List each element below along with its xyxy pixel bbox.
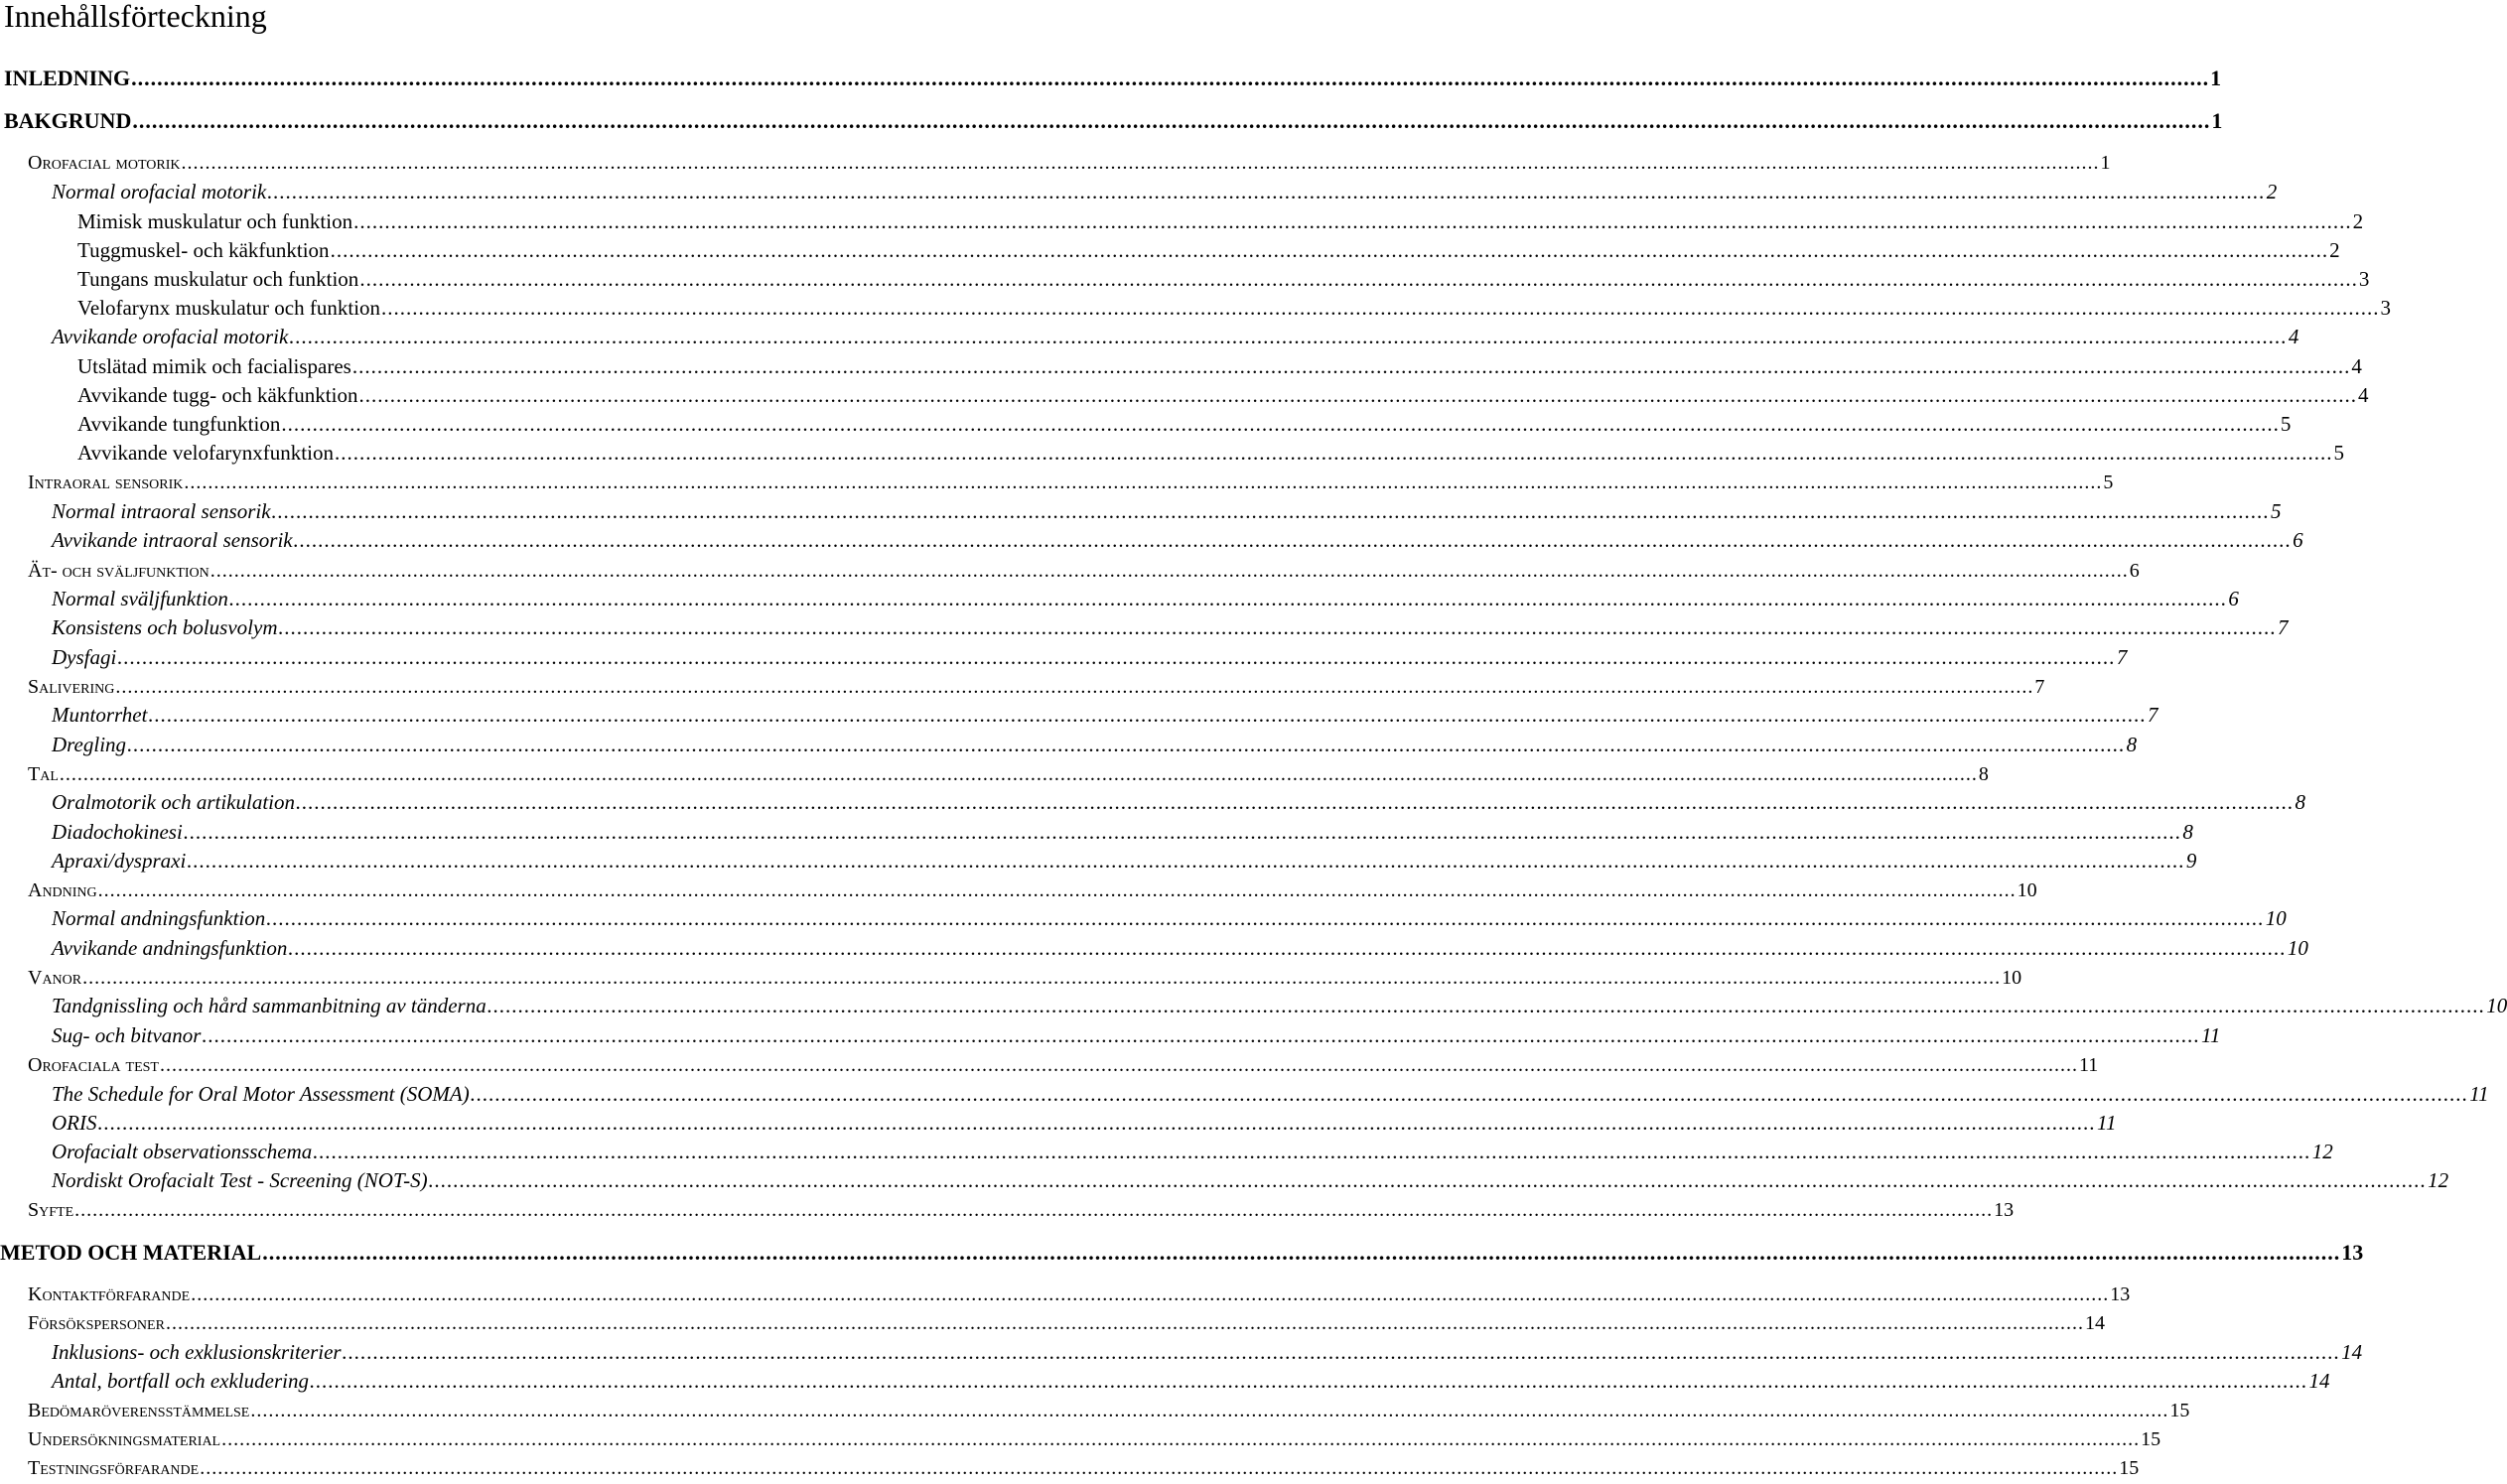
dot-leader	[127, 733, 2126, 757]
dot-leader	[358, 383, 2357, 408]
toc-entry[interactable]	[0, 441, 2344, 466]
dot-leader	[191, 1283, 2109, 1306]
toc-entry[interactable]	[0, 66, 2222, 91]
dot-leader	[331, 238, 2329, 263]
toc-entry-page: 10	[2486, 994, 2507, 1017]
toc-entry-label: Nordiskt Orofacialt Test - Screening (NOT-S)	[52, 1168, 428, 1192]
toc-entry-page: 13	[2341, 1240, 2364, 1265]
toc-entry[interactable]	[0, 936, 2308, 961]
toc-entry-label: BAKGRUND	[4, 108, 132, 133]
toc-entry[interactable]	[0, 1023, 2221, 1048]
toc-entry-page: 12	[2428, 1168, 2449, 1192]
toc-entry-label: Ät- och sväljfunktion	[28, 560, 209, 582]
dot-leader	[202, 1023, 2200, 1048]
toc-entry-page: 14	[2341, 1340, 2363, 1364]
dot-leader	[310, 1369, 2308, 1394]
toc-entry-label: Konsistens och bolusvolym	[52, 615, 278, 639]
dot-leader	[381, 296, 2380, 321]
page-title: Innehållsförteckning	[4, 0, 267, 34]
toc-entry-label: Avvikande andningsfunktion	[52, 936, 288, 960]
dot-leader	[166, 1312, 2084, 1335]
toc-entry-page: 4	[2357, 383, 2369, 407]
toc-entry[interactable]	[0, 1312, 2105, 1335]
toc-entry[interactable]	[0, 703, 2159, 728]
toc-entry-label: Undersökningsmaterial	[28, 1428, 221, 1450]
toc-entry[interactable]	[0, 1111, 2117, 1136]
toc-entry-label: Inklusions- och exklusionskriterier	[52, 1340, 342, 1364]
toc-entry[interactable]	[0, 180, 2278, 204]
toc-entry-page: 13	[2110, 1283, 2131, 1305]
toc-entry-page: 8	[2295, 790, 2305, 814]
toc-entry-page: 15	[2169, 1400, 2190, 1421]
toc-entry[interactable]	[0, 967, 2022, 990]
toc-entry-label: Orofacialt observationsschema	[52, 1140, 313, 1163]
toc-entry[interactable]	[0, 472, 2114, 494]
toc-entry[interactable]	[0, 383, 2369, 408]
toc-entry[interactable]	[0, 1140, 2333, 1164]
toc-entry-label: Sug- och bitvanor	[52, 1023, 202, 1047]
toc-entry-label: Vanor	[28, 967, 82, 989]
toc-entry-label: Avvikande tungfunktion	[77, 412, 281, 436]
toc-entry-label: Tungans muskulatur och funktion	[77, 267, 359, 291]
toc-entry-page: 10	[2017, 879, 2037, 901]
toc-entry-page: 6	[2228, 587, 2239, 610]
toc-entry-page: 1	[2210, 66, 2222, 90]
dot-leader	[296, 790, 2295, 815]
dot-leader	[182, 152, 2100, 175]
toc-entry[interactable]	[0, 820, 2193, 845]
toc-entry-label: Tuggmuskel- och käkfunktion	[77, 238, 330, 262]
toc-entry-label: Apraxi/dyspraxi	[52, 849, 187, 873]
toc-entry-label: Andning	[28, 879, 97, 901]
toc-entry-page: 13	[1994, 1199, 2015, 1221]
dot-leader	[313, 1140, 2311, 1164]
toc-entry[interactable]	[0, 645, 2128, 670]
toc-entry-page: 12	[2311, 1140, 2333, 1163]
toc-entry-label: Diadochokinesi	[52, 820, 183, 844]
dot-leader	[250, 1400, 2168, 1422]
toc-entry-label: Oralmotorik och artikulation	[52, 790, 295, 814]
toc-entry-label: Normal orofacial motorik	[52, 180, 267, 203]
dot-leader	[267, 180, 2266, 204]
toc-entry[interactable]	[0, 615, 2289, 640]
dot-leader	[160, 1054, 2078, 1077]
toc-entry[interactable]	[0, 499, 2282, 524]
toc-entry-label: Dysfagi	[52, 645, 117, 669]
dot-leader	[210, 560, 2129, 583]
toc-entry-page: 14	[2084, 1312, 2105, 1334]
toc-entry-page: 3	[2358, 267, 2370, 291]
toc-entry-label: The Schedule for Oral Motor Assessment (SOMA)	[52, 1082, 470, 1106]
toc-entry-label: Muntorrhet	[52, 703, 148, 727]
toc-entry-page: 11	[2097, 1111, 2117, 1135]
toc-entry-page: 8	[1978, 763, 1989, 785]
toc-entry-page: 11	[2078, 1054, 2099, 1076]
toc-entry-label: Avvikande velofarynxfunktion	[77, 441, 334, 465]
toc-entry-page: 15	[2141, 1428, 2161, 1450]
toc-entry[interactable]	[0, 354, 2362, 379]
toc-entry[interactable]	[0, 790, 2305, 815]
dot-leader	[98, 879, 2017, 902]
dot-leader	[60, 763, 1978, 786]
toc-entry-label: Testningsförfarande	[28, 1457, 200, 1479]
dot-leader	[278, 615, 2277, 640]
toc-entry[interactable]	[0, 587, 2239, 611]
toc-entry-page: 5	[2280, 412, 2292, 436]
toc-entry[interactable]	[0, 906, 2287, 931]
toc-entry-label: Normal sväljfunktion	[52, 587, 228, 610]
toc-entry[interactable]	[0, 994, 2507, 1018]
toc-entry-label: METOD OCH MATERIAL	[0, 1240, 262, 1265]
toc-entry[interactable]	[0, 1168, 2449, 1193]
dot-leader	[221, 1428, 2140, 1451]
toc-entry[interactable]	[0, 238, 2340, 263]
dot-leader	[200, 1457, 2118, 1480]
toc-entry-label: Mimisk muskulatur och funktion	[77, 209, 353, 233]
dot-leader	[262, 1240, 2340, 1266]
toc-entry-page: 10	[2287, 936, 2308, 960]
dot-leader	[132, 108, 2210, 134]
toc-entry-page: 8	[2182, 820, 2193, 844]
dot-leader	[289, 325, 2288, 349]
toc-entry-label: Kontaktförfarande	[28, 1283, 191, 1305]
toc-entry[interactable]	[0, 1340, 2363, 1365]
toc-entry-page: 5	[2271, 499, 2282, 523]
toc-entry-label: Salivering	[28, 676, 115, 698]
dot-leader	[343, 1340, 2341, 1365]
toc-entry[interactable]	[0, 1369, 2330, 1394]
toc-entry-page: 11	[2200, 1023, 2221, 1047]
toc-entry-label: Velofarynx muskulatur och funktion	[77, 296, 381, 320]
dot-leader	[281, 412, 2280, 437]
dot-leader	[117, 645, 2116, 670]
dot-leader	[266, 906, 2265, 931]
toc-entry[interactable]	[0, 763, 1989, 786]
toc-entry[interactable]	[0, 1283, 2131, 1306]
toc-entry-label: Utslätad mimik och facialispares	[77, 354, 351, 378]
dot-leader	[487, 994, 2486, 1018]
toc-entry[interactable]	[0, 412, 2292, 437]
toc-entry[interactable]	[0, 1054, 2099, 1077]
toc-entry-page: 1	[2211, 108, 2223, 133]
toc-entry-label: Tandgnissling och hård sammanbitning av tänderna	[52, 994, 487, 1017]
toc-entry[interactable]	[0, 325, 2299, 349]
toc-entry[interactable]	[0, 267, 2370, 292]
toc-entry-page: 5	[2333, 441, 2344, 465]
toc-entry[interactable]	[0, 152, 2111, 175]
toc-entry-page: 6	[2129, 560, 2140, 582]
toc-entry-label: Intraoral sensorik	[28, 472, 184, 493]
toc-entry-label: Antal, bortfall och exkludering	[52, 1369, 309, 1393]
toc-entry-page: 10	[2002, 967, 2022, 989]
dot-leader	[335, 441, 2333, 466]
toc-entry[interactable]	[0, 879, 2037, 902]
toc-entry-page: 14	[2308, 1369, 2330, 1393]
dot-leader	[359, 267, 2358, 292]
toc-entry-page: 9	[2185, 849, 2197, 873]
dot-leader	[352, 354, 2351, 379]
toc-entry-label: Orofaciala test	[28, 1054, 159, 1076]
toc-entry[interactable]	[0, 108, 2223, 134]
toc-entry-page: 2	[2352, 209, 2364, 233]
toc-entry[interactable]	[0, 1082, 2489, 1107]
toc-entry-page: 1	[2100, 152, 2111, 174]
toc-entry-page: 2	[2329, 238, 2340, 262]
toc-entry[interactable]	[0, 1400, 2190, 1422]
toc-entry[interactable]	[0, 849, 2197, 874]
toc-entry-page: 7	[2116, 645, 2128, 669]
toc-entry-page: 4	[2351, 354, 2362, 378]
toc-entry-page: 2	[2266, 180, 2278, 203]
toc-entry-label: Orofacial motorik	[28, 152, 181, 174]
dot-leader	[74, 1199, 1993, 1222]
toc-entry-label: Avvikande intraoral sensorik	[52, 528, 293, 552]
dot-leader	[229, 587, 2228, 611]
dot-leader	[294, 528, 2293, 553]
toc-entry[interactable]	[0, 296, 2392, 321]
toc-entry-page: 11	[2469, 1082, 2489, 1106]
toc-entry-label: ORIS	[52, 1111, 97, 1135]
toc-entry-label: Dregling	[52, 733, 127, 756]
toc-entry-label: Försökspersoner	[28, 1312, 165, 1334]
toc-entry[interactable]	[0, 676, 2045, 699]
toc-entry-label: Bedömaröverensstämmelse	[28, 1400, 250, 1421]
toc-entry-label: Normal intraoral sensorik	[52, 499, 271, 523]
toc-entry-page: 10	[2265, 906, 2287, 930]
dot-leader	[429, 1168, 2428, 1193]
toc-entry-label: Tal	[28, 763, 59, 785]
dot-leader	[131, 66, 2209, 91]
dot-leader	[148, 703, 2147, 728]
toc-entry-page: 6	[2293, 528, 2303, 552]
toc-entry-label: Avvikande orofacial motorik	[52, 325, 289, 348]
dot-leader	[98, 1111, 2097, 1136]
toc-entry-label: Normal andningsfunktion	[52, 906, 266, 930]
toc-entry[interactable]	[0, 209, 2364, 234]
dot-leader	[115, 676, 2033, 699]
toc-entry[interactable]	[0, 1428, 2161, 1451]
dot-leader	[187, 849, 2185, 874]
toc-entry[interactable]	[0, 1199, 2015, 1222]
toc-entry-page: 5	[2103, 472, 2114, 493]
toc-entry-page: 15	[2119, 1457, 2140, 1479]
toc-entry-page: 4	[2288, 325, 2299, 348]
dot-leader	[184, 820, 2182, 845]
dot-leader	[471, 1082, 2469, 1107]
toc-entry-label: INLEDNING	[4, 66, 131, 90]
toc-entry[interactable]	[0, 560, 2140, 583]
toc-entry-page: 7	[2277, 615, 2289, 639]
dot-leader	[353, 209, 2352, 234]
toc-entry[interactable]	[0, 528, 2303, 553]
toc-entry-page: 8	[2126, 733, 2138, 756]
dot-leader	[184, 472, 2102, 494]
dot-leader	[82, 967, 2001, 990]
dot-leader	[288, 936, 2287, 961]
toc-entry-page: 3	[2380, 296, 2392, 320]
dot-leader	[272, 499, 2271, 524]
toc-entry[interactable]	[0, 733, 2138, 757]
toc-entry[interactable]	[0, 1457, 2140, 1480]
toc-entry[interactable]	[0, 1240, 2364, 1266]
toc-entry-label: Syfte	[28, 1199, 74, 1221]
toc-entry-page: 7	[2034, 676, 2045, 698]
toc-entry-label: Avvikande tugg- och käkfunktion	[77, 383, 358, 407]
toc-entry-page: 7	[2147, 703, 2159, 727]
